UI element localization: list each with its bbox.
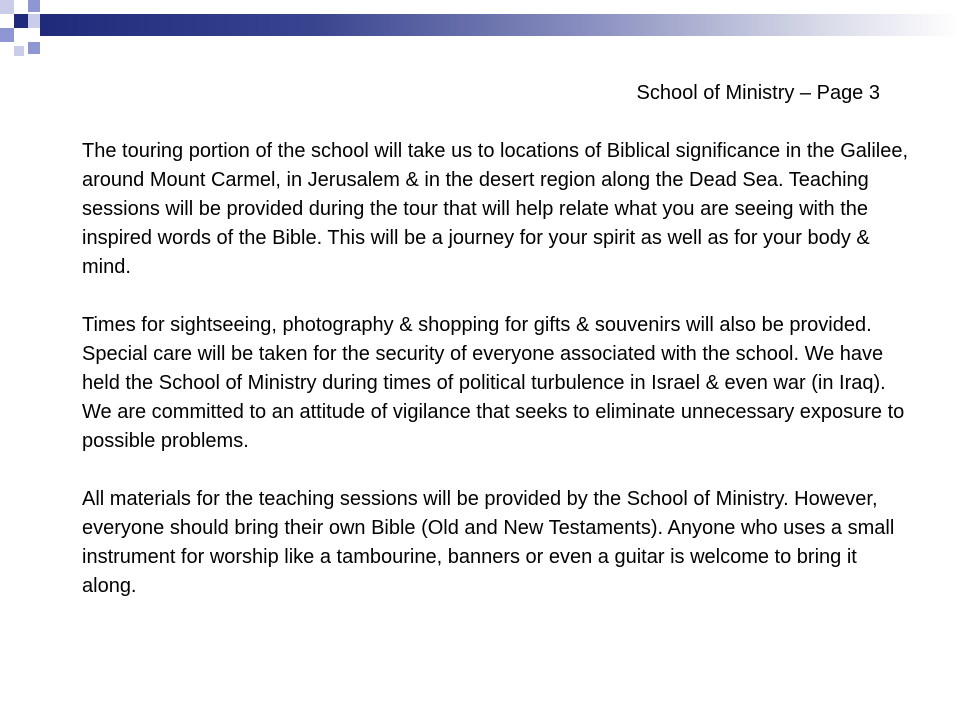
paragraph-materials: All materials for the teaching sessions will be provided by the School of Ministry. However, everyone should bring their own Bible (Old and New Testaments). Anyone who uses a small instrument for worship like a tambourine, banners or even a guitar is welcome to bring it along. (82, 488, 895, 597)
decor-square-navy (14, 14, 28, 28)
header-banner (0, 0, 960, 60)
body-text (82, 137, 912, 601)
decor-square-pale-bottom (14, 46, 24, 56)
decor-square-periwinkle-top (28, 0, 40, 12)
decor-square-periwinkle-left (0, 28, 14, 42)
decor-square-periwinkle-bottom (28, 42, 40, 54)
gradient-bar (40, 14, 960, 36)
decor-square-pale-mid (28, 14, 40, 28)
decor-square-pale-top-left (0, 0, 14, 14)
paragraph-sightseeing-security: Times for sightseeing, photography & shopping for gifts & souvenirs will also be provided. Special care will be taken for the security of everyone associated with the school. We have held the School of Ministry during times of political turbulence in Israel & even war (in Iraq). We are committed to an attitude of vigilance that seeks to eliminate unnecessary exposure to possible problems. (82, 314, 905, 452)
paragraph-touring: The touring portion of the school will take us to locations of Biblical significance in the Galilee, around Mount Carmel, in Jerusalem & in the desert region along the Dead Sea. Teaching sessions will be provided during the tour that will help relate what you are seeing with the inspired words of the Bible. This will be a journey for your spirit as well as for your body & mind. (82, 140, 909, 278)
page-title: School of Ministry – Page 3 (636, 82, 880, 104)
